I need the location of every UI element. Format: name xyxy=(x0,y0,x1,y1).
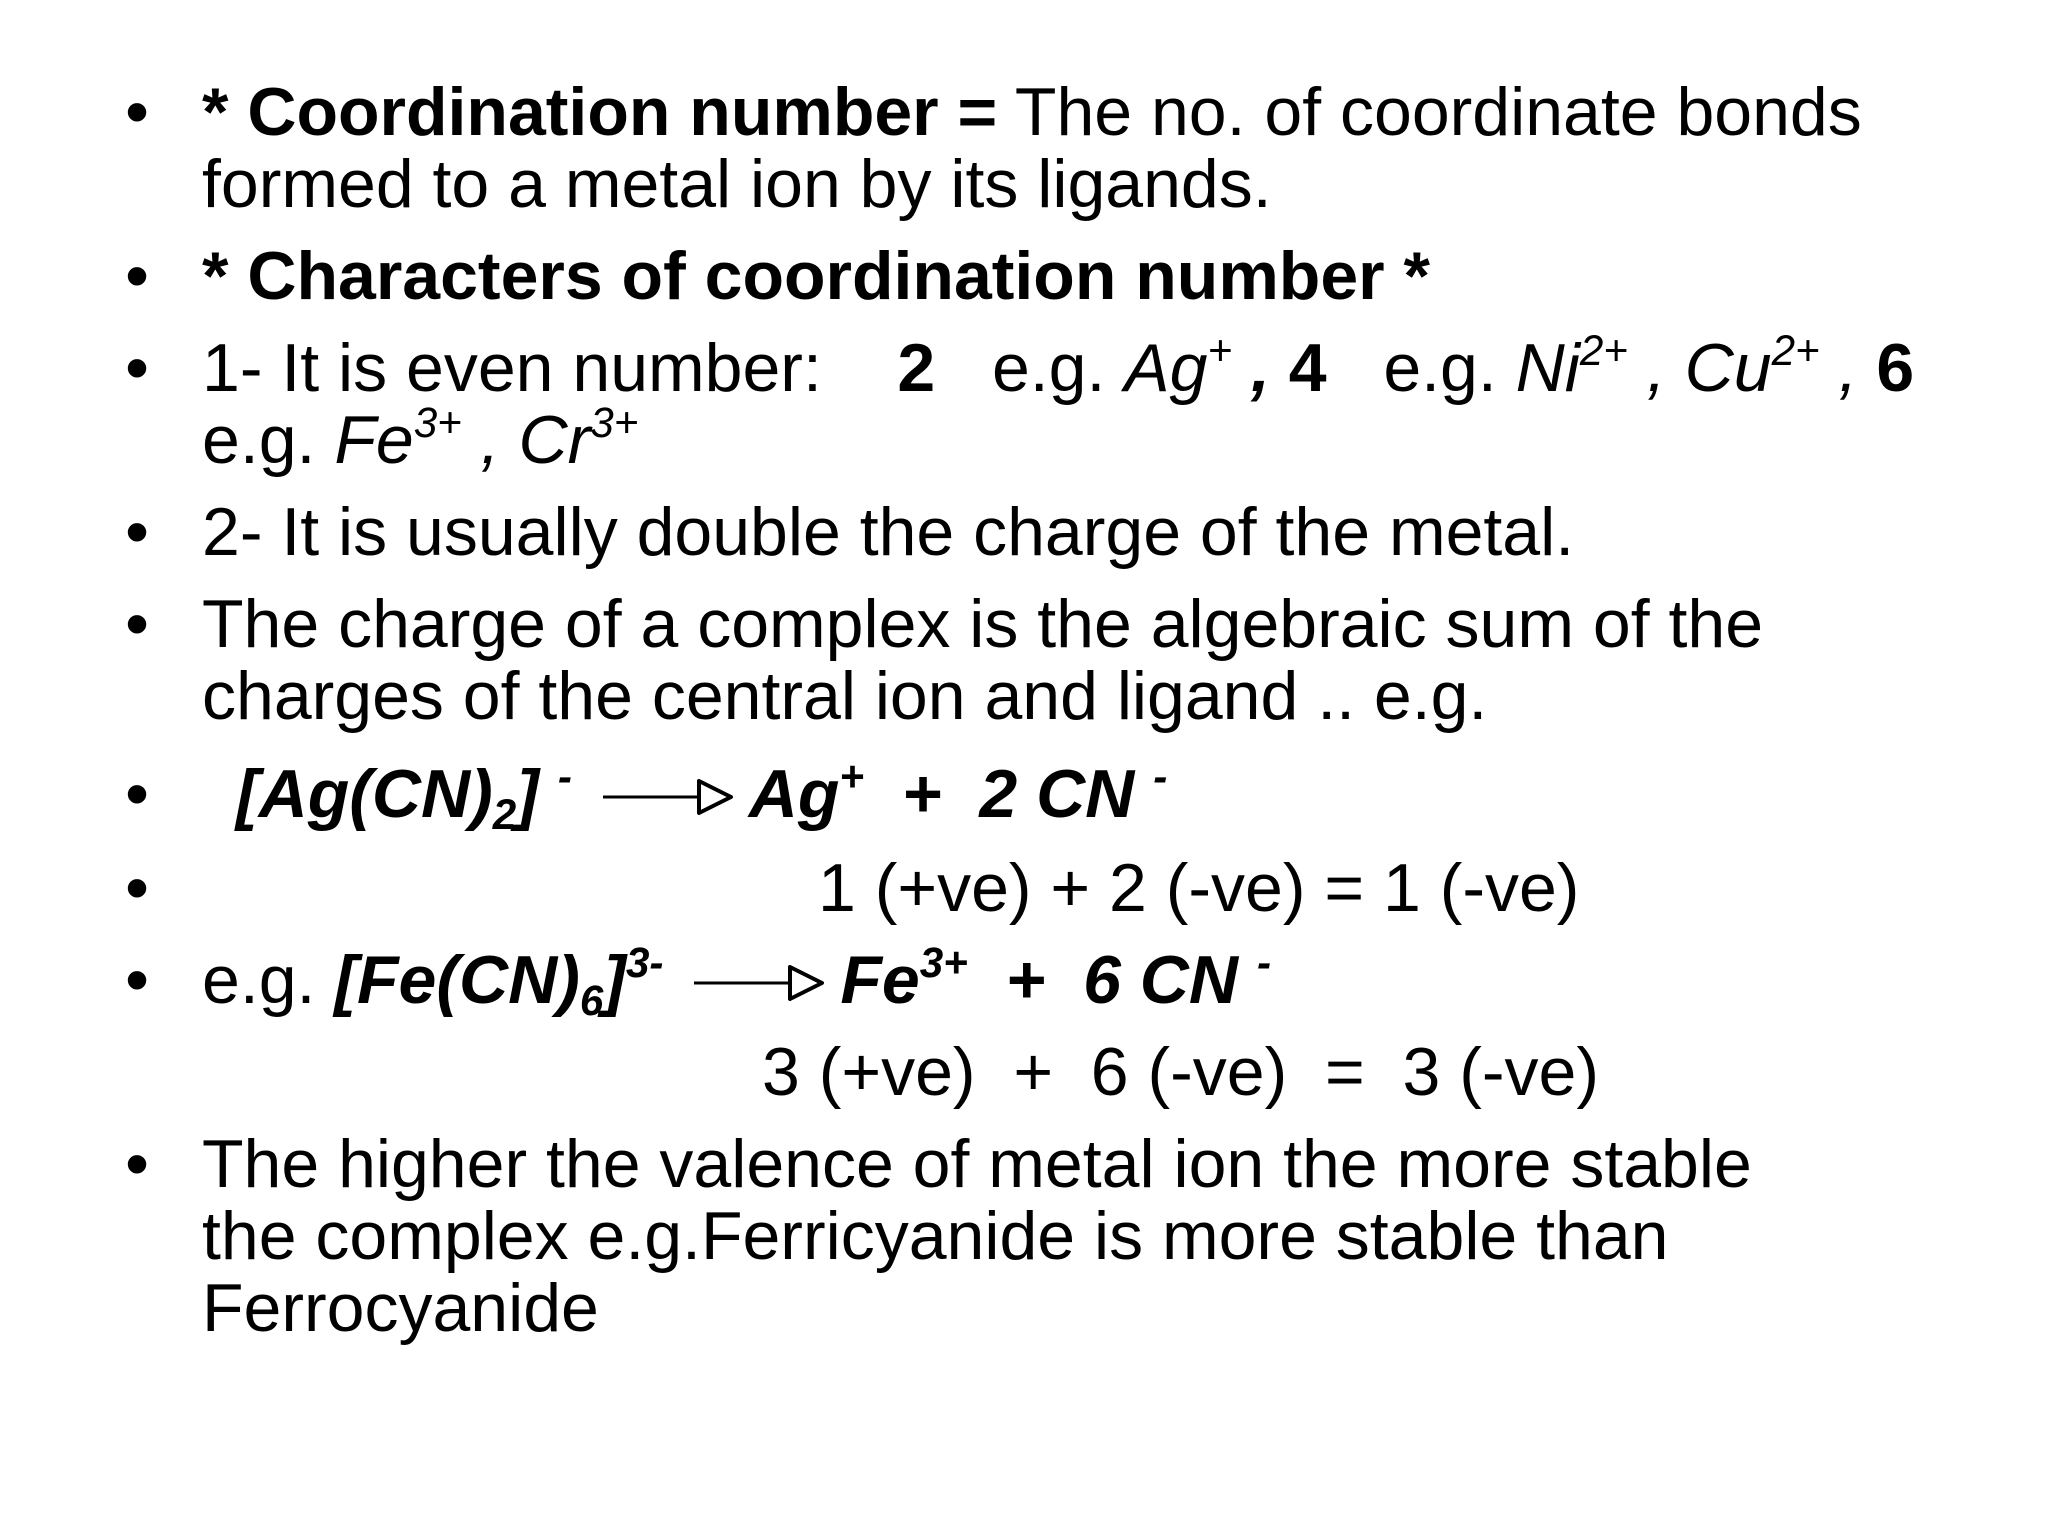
ion-ag-charge: + xyxy=(1207,326,1233,374)
charge-sum: 1 (+ve) + 2 (-ve) = 1 (-ve) xyxy=(818,850,1580,926)
complex-subscript: 2 xyxy=(492,790,517,838)
product-ligand: 2 CN xyxy=(979,756,1135,832)
ion-ni: Ni xyxy=(1515,330,1580,406)
ion-cu: Cu xyxy=(1684,330,1772,406)
bullet-dot: • xyxy=(125,586,149,662)
number-6: 6 xyxy=(1876,330,1915,406)
complex-bracket: ] xyxy=(516,756,539,832)
product-ion-charge: 3+ xyxy=(919,938,968,986)
number-2: 2 xyxy=(897,330,936,406)
bullet-dot: • xyxy=(125,238,149,314)
product-ion: Ag xyxy=(748,756,840,832)
definition-term: * Coordination number = xyxy=(202,74,998,150)
bullet-dot: • xyxy=(125,74,149,150)
ion-ni-charge: 2+ xyxy=(1579,326,1628,374)
bullet-dot: • xyxy=(125,756,149,832)
complex-subscript: 6 xyxy=(579,976,604,1024)
example-label: e.g. xyxy=(202,402,316,478)
ion-cr-charge: 3+ xyxy=(590,398,639,446)
product-ligand-charge: - xyxy=(1153,752,1168,800)
ion-cr: Cr xyxy=(518,402,591,478)
ion-fe: Fe xyxy=(334,402,414,478)
bullet-text-continuation xyxy=(202,398,2002,478)
plus-sign: + xyxy=(1005,942,1046,1018)
separator: , xyxy=(1646,330,1666,406)
bullet-dot: • xyxy=(125,850,149,926)
bullet-text-continuation: Ferrocyanide xyxy=(202,1270,599,1346)
bullet-text xyxy=(202,76,2002,149)
complex-formula: [Ag(CN) xyxy=(236,756,493,832)
bullet-text: The charge of a complex is the algebraic sum of the xyxy=(202,586,1764,662)
product-ion-charge: + xyxy=(839,752,865,800)
bullet-text xyxy=(202,326,2002,406)
plus-sign: + xyxy=(901,756,942,832)
section-heading: * Characters of coordination number * xyxy=(202,238,1430,314)
complex-charge: - xyxy=(557,752,572,800)
separator: , xyxy=(480,402,500,478)
definition-text: The no. of coordinate bonds xyxy=(997,74,1862,150)
bullet-dot: • xyxy=(125,1126,149,1202)
bullet-text: The higher the valence of metal ion the more stable xyxy=(202,1126,1752,1202)
right-arrow-icon xyxy=(595,764,745,816)
complex-bracket: ] xyxy=(603,942,626,1018)
bullet-text-continuation: charges of the central ion and ligand .. e.g. xyxy=(202,658,1488,734)
ion-fe-charge: 3+ xyxy=(413,398,462,446)
bullet-text-continuation: formed to a metal ion by its ligands. xyxy=(202,146,1272,222)
bullet-text: 2- It is usually double the charge of the metal. xyxy=(202,494,1575,570)
bullet-dot: • xyxy=(125,494,149,570)
bullet-dot: • xyxy=(125,942,149,1018)
charge-sum: 3 (+ve) + 6 (-ve) = 3 (-ve) xyxy=(762,1034,1600,1110)
rule-text: 1- It is even number: xyxy=(202,330,822,406)
number-4: 4 xyxy=(1288,330,1327,406)
bullet-dot: • xyxy=(125,330,149,406)
example-label: e.g. xyxy=(202,942,316,1018)
product-ligand: 6 CN xyxy=(1083,942,1239,1018)
complex-formula: [Fe(CN) xyxy=(334,942,580,1018)
product-ligand-charge: - xyxy=(1256,938,1271,986)
ion-ag: Ag xyxy=(1124,330,1208,406)
product-ion: Fe xyxy=(840,942,920,1018)
separator: , xyxy=(1838,330,1858,406)
right-arrow-icon xyxy=(686,950,836,1002)
example-label: e.g. xyxy=(1383,330,1497,406)
bullet-text-continuation: the complex e.g.Ferricyanide is more stable than xyxy=(202,1198,1669,1274)
example-label: e.g. xyxy=(991,330,1106,406)
chemical-equation xyxy=(202,938,2002,1024)
complex-charge: 3- xyxy=(625,938,664,986)
separator: , xyxy=(1250,330,1270,406)
chemical-equation xyxy=(236,752,2036,838)
ion-cu-charge: 2+ xyxy=(1771,326,1820,374)
